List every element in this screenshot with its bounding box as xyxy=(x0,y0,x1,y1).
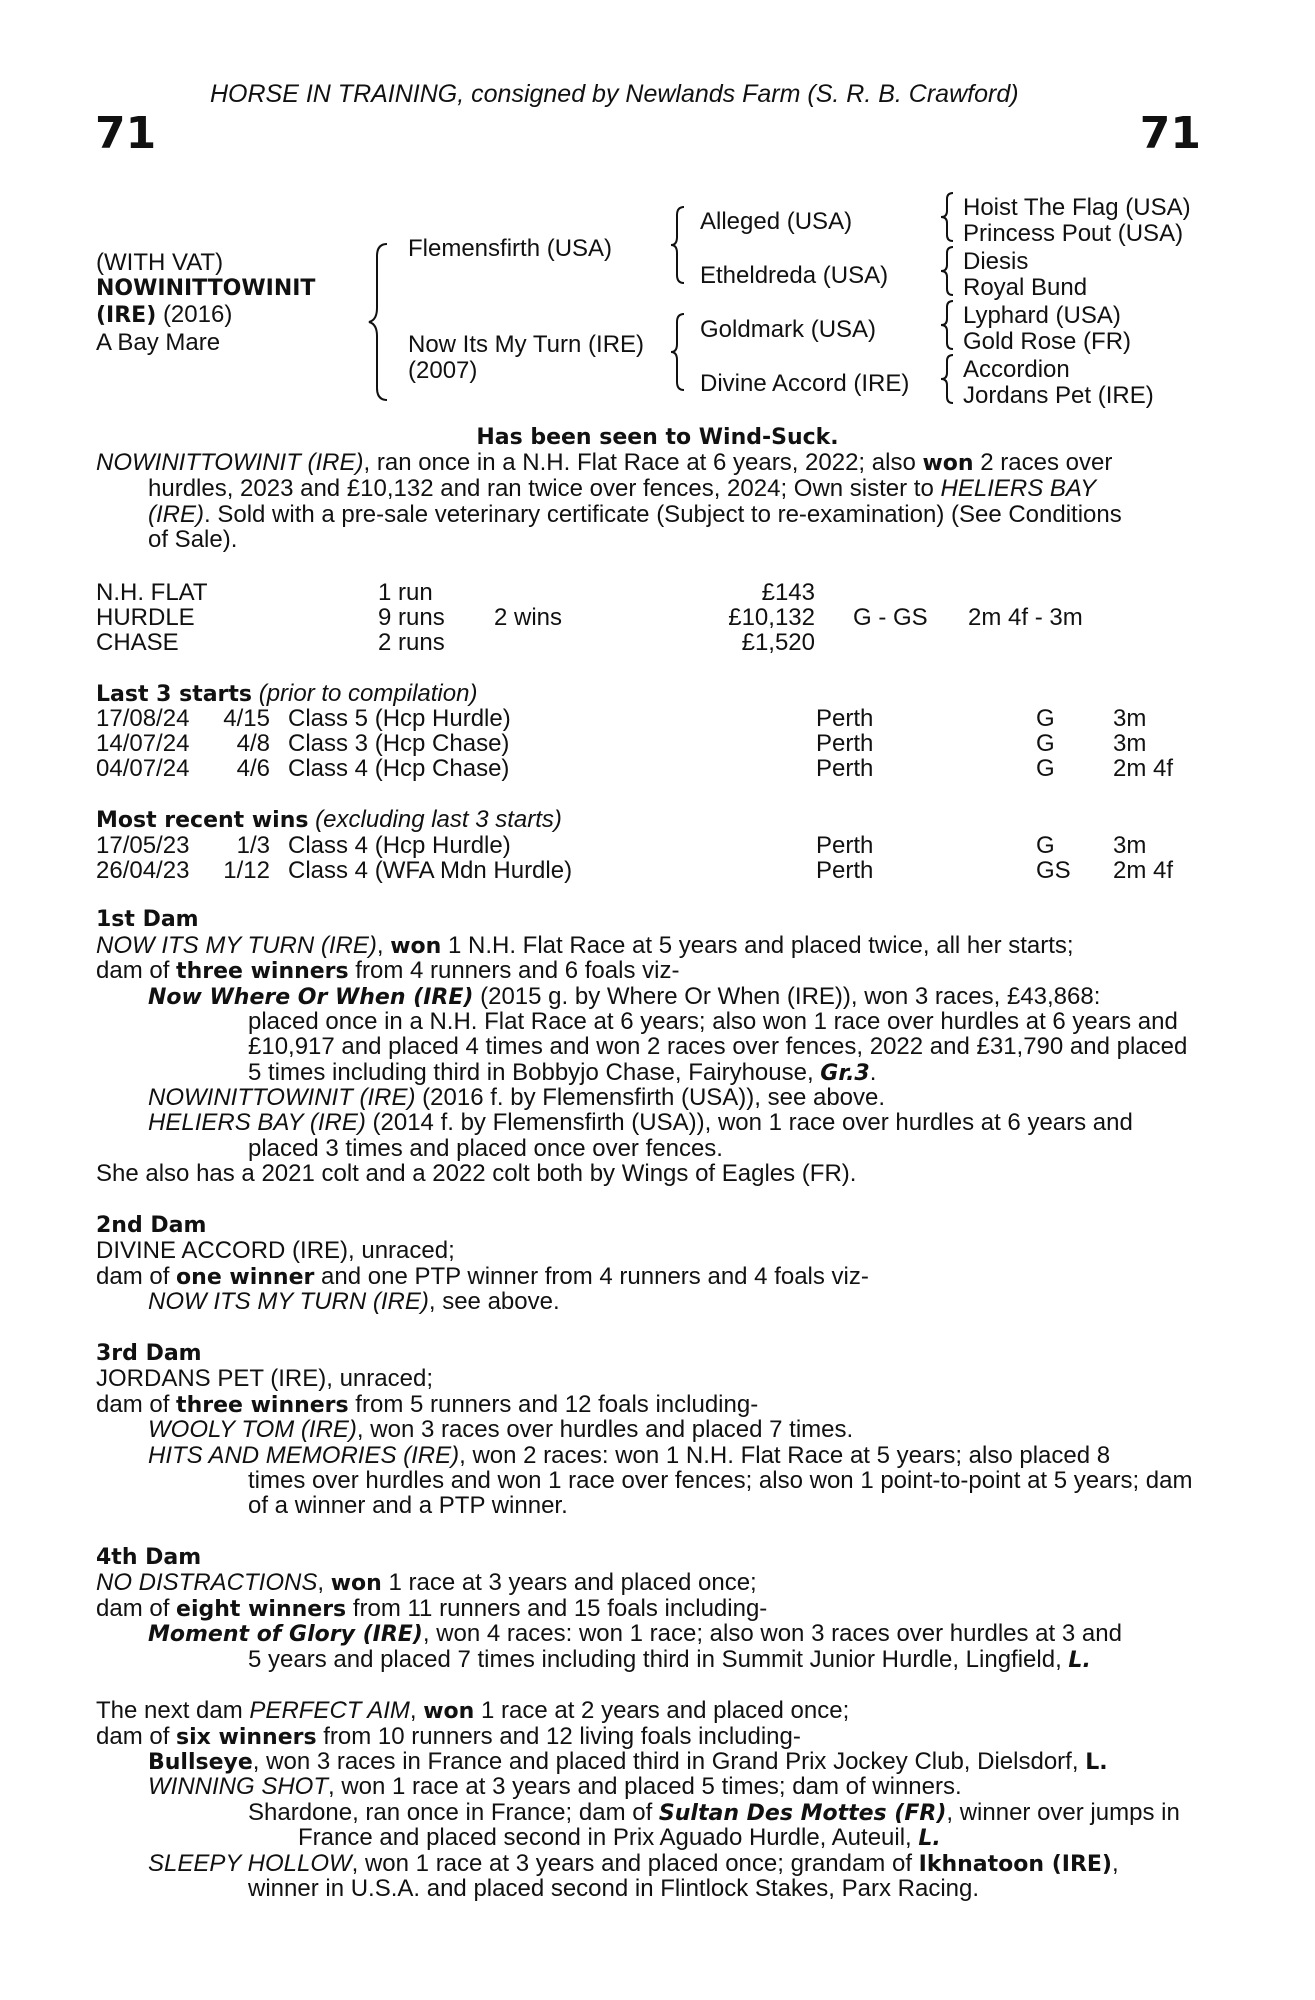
dam3-line-1: JORDANS PET (IRE), unraced; xyxy=(96,1365,433,1392)
dam2-title: 2nd Dam xyxy=(96,1213,207,1238)
dam2-line-2: dam of one winner and one PTP winner from 4 runners and 4 foals viz- xyxy=(96,1263,869,1290)
pedigree-dam-year: (2007) xyxy=(408,357,478,384)
record-type: N.H. FLAT xyxy=(96,579,208,606)
dam4-title: 4th Dam xyxy=(96,1545,202,1570)
pedigree-dam-dam: Divine Accord (IRE) xyxy=(700,370,910,397)
dam3-offspring-2-line-3: of a winner and a PTP winner. xyxy=(248,1492,568,1519)
next-dam-line-1: The next dam PERFECT AIM, won 1 race at 2 years and placed once; xyxy=(96,1697,850,1724)
last3-dist: 2m 4f xyxy=(1113,755,1174,782)
pedigree-brace-sire xyxy=(668,205,690,285)
pedigree-sire: Flemensfirth (USA) xyxy=(408,235,613,262)
record-prize: £1,520 xyxy=(741,629,815,656)
pedigree-dam: Now Its My Turn (IRE) xyxy=(408,331,645,358)
wins-dist: 3m xyxy=(1113,832,1147,859)
record-going: G - GS xyxy=(853,604,928,631)
dam1-offspring-3: HELIERS BAY (IRE) (2014 f. by Flemensfirth (USA)), won 1 race over hurdles at 6 years and xyxy=(148,1109,1133,1136)
horse-origin-year xyxy=(96,302,232,328)
last3-date: 04/07/24 xyxy=(96,755,190,782)
horse-origin: (IRE) xyxy=(96,303,157,328)
summary-line-1: NOWINITTOWINIT (IRE), ran once in a N.H. Flat Race at 6 years, 2022; also won 2 races over xyxy=(96,449,1113,476)
dam1-offspring-3-line-2: placed 3 times and placed once over fences. xyxy=(248,1135,723,1162)
pedigree-g4-2: Princess Pout (USA) xyxy=(963,220,1184,247)
pedigree-g4-1: Hoist The Flag (USA) xyxy=(963,194,1191,221)
record-runs: 9 runs xyxy=(378,604,445,631)
last3-pos: 4/8 xyxy=(236,730,270,757)
wind-suck-notice: Has been seen to Wind-Suck. xyxy=(476,425,839,450)
last3-date: 14/07/24 xyxy=(96,730,190,757)
dam3-offspring-1: WOOLY TOM (IRE), won 3 races over hurdles and placed 7 times. xyxy=(148,1416,854,1443)
summary-line-3: (IRE). Sold with a pre-sale veterinary certificate (Subject to re-examination) (See Conditions xyxy=(148,501,1122,528)
dam4-line-1: NO DISTRACTIONS, won 1 race at 3 years and placed once; xyxy=(96,1569,757,1596)
wins-race: Class 4 (Hcp Hurdle) xyxy=(288,832,511,859)
last3-course: Perth xyxy=(816,730,874,757)
last3-pos: 4/15 xyxy=(223,705,270,732)
dam1-offspring-1: Now Where Or When (IRE) (2015 g. by Where Or When (IRE)), won 3 races, £43,868: xyxy=(148,983,1101,1010)
pedigree-sire-sire: Alleged (USA) xyxy=(700,208,853,235)
next-dam-offspring-2-sub-2: France and placed second in Prix Aguado Hurdle, Auteuil, L. xyxy=(298,1824,941,1851)
lot-number-right: 71 xyxy=(1139,108,1201,159)
dam1-offspring-1-line-3: £10,917 and placed 4 times and won 2 races over fences, 2022 and £31,790 and placed xyxy=(248,1033,1188,1060)
pedigree-brace-g3-4 xyxy=(938,353,958,405)
record-wins: 2 wins xyxy=(494,604,563,631)
pedigree-brace-g3-1 xyxy=(938,191,958,243)
recent-wins-heading: Most recent wins (excluding last 3 starts) xyxy=(96,806,562,833)
last3-dist: 3m xyxy=(1113,705,1147,732)
horse-name: NOWINITTOWINIT xyxy=(96,276,316,301)
record-type: HURDLE xyxy=(96,604,195,631)
dam4-offspring-1-line-2: 5 years and placed 7 times including third in Summit Junior Hurdle, Lingfield, L. xyxy=(248,1646,1091,1673)
next-dam-line-2: dam of six winners from 10 runners and 12 living foals including- xyxy=(96,1723,801,1750)
next-dam-offspring-2-sub-1: Shardone, ran once in France; dam of Sultan Des Mottes (FR), winner over jumps in xyxy=(248,1799,1180,1826)
pedigree-brace-g3-3 xyxy=(938,299,958,351)
last3-race: Class 4 (Hcp Chase) xyxy=(288,755,510,782)
next-dam-offspring-3: SLEEPY HOLLOW, won 1 race at 3 years and placed once; grandam of Ikhnatoon (IRE), xyxy=(148,1850,1119,1877)
wins-going: G xyxy=(1036,832,1055,859)
last3-going: G xyxy=(1036,755,1055,782)
wins-going: GS xyxy=(1036,857,1071,884)
dam2-offspring-1: NOW ITS MY TURN (IRE), see above. xyxy=(148,1288,560,1315)
record-prize: £143 xyxy=(761,579,815,606)
dam1-last-line: She also has a 2021 colt and a 2022 colt both by Wings of Eagles (FR). xyxy=(96,1160,857,1187)
dam3-line-2: dam of three winners from 5 runners and 12 foals including- xyxy=(96,1391,759,1418)
dam1-line-1: NOW ITS MY TURN (IRE), won 1 N.H. Flat Race at 5 years and placed twice, all her starts; xyxy=(96,932,1074,959)
wins-dist: 2m 4f xyxy=(1113,857,1174,884)
last3-going: G xyxy=(1036,730,1055,757)
last3-course: Perth xyxy=(816,755,874,782)
pedigree-g4-3: Diesis xyxy=(963,248,1029,275)
last3-date: 17/08/24 xyxy=(96,705,190,732)
pedigree-brace-main xyxy=(365,242,395,402)
wins-pos: 1/3 xyxy=(236,832,270,859)
pedigree-sire-dam: Etheldreda (USA) xyxy=(700,262,889,289)
pedigree-dam-sire: Goldmark (USA) xyxy=(700,316,877,343)
last3-race: Class 5 (Hcp Hurdle) xyxy=(288,705,511,732)
last3-race: Class 3 (Hcp Chase) xyxy=(288,730,510,757)
dam2-line-1: DIVINE ACCORD (IRE), unraced; xyxy=(96,1237,455,1264)
record-runs: 2 runs xyxy=(378,629,445,656)
dam1-line-2: dam of three winners from 4 runners and 6 foals viz- xyxy=(96,957,680,984)
last3-dist: 3m xyxy=(1113,730,1147,757)
record-type: CHASE xyxy=(96,629,179,656)
next-dam-offspring-1: Bullseye, won 3 races in France and placed third in Grand Prix Jockey Club, Dielsdorf, L. xyxy=(148,1748,1108,1775)
consignment-header: HORSE IN TRAINING, consigned by Newlands Farm (S. R. B. Crawford) xyxy=(210,80,1019,108)
record-runs: 1 run xyxy=(378,579,433,606)
pedigree-brace-g3-2 xyxy=(938,245,958,297)
record-distance: 2m 4f - 3m xyxy=(968,604,1083,631)
dam4-offspring-1: Moment of Glory (IRE), won 4 races: won 1 race; also won 3 races over hurdles at 3 and xyxy=(148,1620,1122,1647)
pedigree-brace-dam xyxy=(668,312,690,392)
vat-label: (WITH VAT) xyxy=(96,249,224,276)
dam3-offspring-2: HITS AND MEMORIES (IRE), won 2 races: won 1 N.H. Flat Race at 5 years; also placed 8 xyxy=(148,1442,1111,1469)
wins-date: 26/04/23 xyxy=(96,857,190,884)
last3-pos: 4/6 xyxy=(236,755,270,782)
wins-course: Perth xyxy=(816,832,874,859)
wins-date: 17/05/23 xyxy=(96,832,190,859)
record-prize: £10,132 xyxy=(728,604,815,631)
summary-line-4: of Sale). xyxy=(148,526,238,553)
pedigree-g4-4: Royal Bund xyxy=(963,274,1088,301)
pedigree-g4-8: Jordans Pet (IRE) xyxy=(963,382,1154,409)
horse-description: A Bay Mare xyxy=(96,329,221,356)
last3-course: Perth xyxy=(816,705,874,732)
summary-line-2: hurdles, 2023 and £10,132 and ran twice over fences, 2024; Own sister to HELIERS BAY xyxy=(148,475,1097,502)
dam3-offspring-2-line-2: times over hurdles and won 1 race over fences; also won 1 point-to-point at 5 years; dam xyxy=(248,1467,1193,1494)
dam4-line-2: dam of eight winners from 11 runners and 15 foals including- xyxy=(96,1595,768,1622)
dam1-offspring-1-line-4: 5 times including third in Bobbyjo Chase, Fairyhouse, Gr.3. xyxy=(248,1059,877,1086)
horse-year: (2016) xyxy=(162,301,233,328)
lot-number-left: 71 xyxy=(95,108,157,159)
next-dam-offspring-3-line-2: winner in U.S.A. and placed second in Flintlock Stakes, Parx Racing. xyxy=(248,1875,980,1902)
pedigree-g4-6: Gold Rose (FR) xyxy=(963,328,1132,355)
last3-going: G xyxy=(1036,705,1055,732)
last3-heading: Last 3 starts (prior to compilation) xyxy=(96,680,478,707)
wins-race: Class 4 (WFA Mdn Hurdle) xyxy=(288,857,573,884)
dam3-title: 3rd Dam xyxy=(96,1341,202,1366)
wins-pos: 1/12 xyxy=(223,857,270,884)
pedigree-g4-5: Lyphard (USA) xyxy=(963,302,1121,329)
pedigree-g4-7: Accordion xyxy=(963,356,1070,383)
dam1-offspring-2: NOWINITTOWINIT (IRE) (2016 f. by Flemensfirth (USA)), see above. xyxy=(148,1084,886,1111)
dam1-title: 1st Dam xyxy=(96,907,199,932)
next-dam-offspring-2: WINNING SHOT, won 1 race at 3 years and placed 5 times; dam of winners. xyxy=(148,1773,962,1800)
dam1-offspring-1-line-2: placed once in a N.H. Flat Race at 6 years; also won 1 race over hurdles at 6 years and xyxy=(248,1008,1178,1035)
wins-course: Perth xyxy=(816,857,874,884)
